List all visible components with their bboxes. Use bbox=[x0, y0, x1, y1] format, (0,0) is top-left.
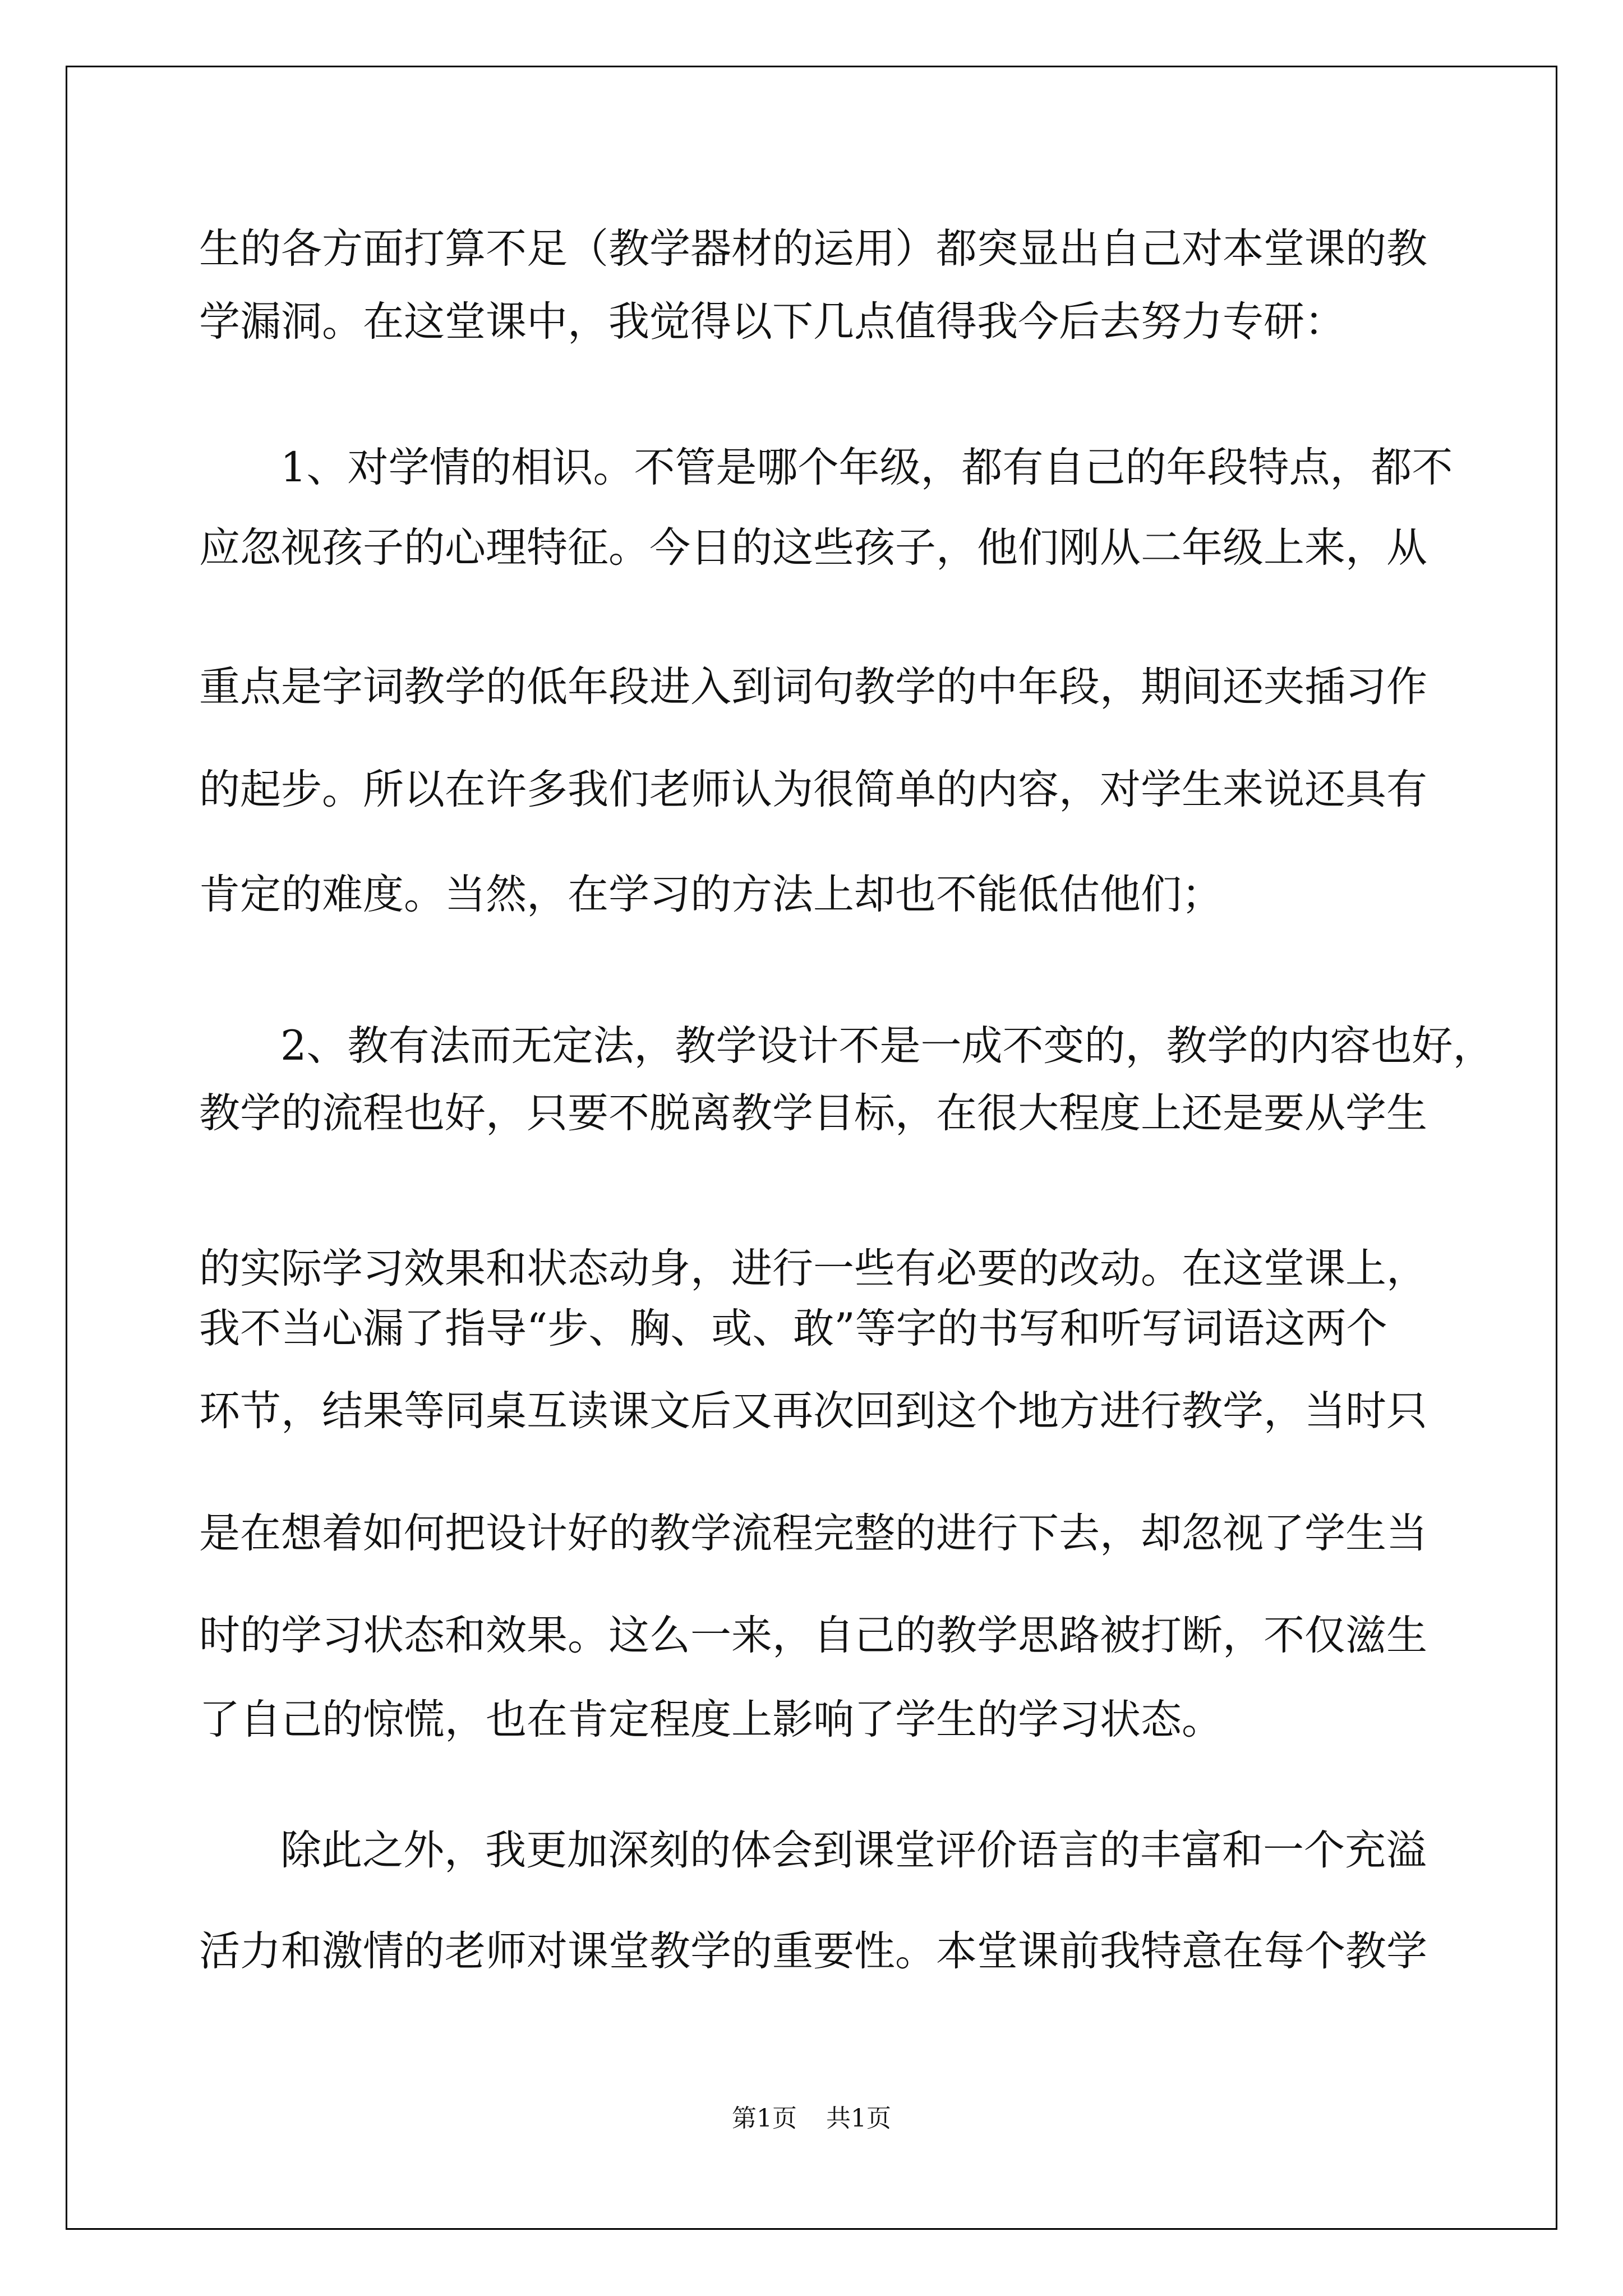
text-line: 时的学习状态和效果。这么一来，自己的教学思路被打断，不仅滋生 bbox=[199, 1612, 1427, 1659]
text-line: 1、对学情的相识。不管是哪个年级，都有自己的年段特点，都不 bbox=[280, 444, 1453, 491]
page-border bbox=[66, 66, 1557, 2230]
text-line: 重点是字词教学的低年段进入到词句教学的中年段，期间还夹插习作 bbox=[199, 663, 1427, 711]
text-line: 活力和激情的老师对课堂教学的重要性。本堂课前我特意在每个教学 bbox=[199, 1927, 1427, 1975]
page-footer bbox=[0, 2098, 1623, 2134]
text-line: 的实际学习效果和状态动身，进行一些有必要的改动。在这堂课上， bbox=[199, 1245, 1427, 1292]
text-line: 教学的流程也好，只要不脱离教学目标，在很大程度上还是要从学生 bbox=[199, 1089, 1427, 1137]
text-line: 是在想着如何把设计好的教学流程完整的进行下去，却忽视了学生当 bbox=[199, 1510, 1427, 1557]
page-number: 第1页 bbox=[732, 2104, 797, 2133]
text-line: 肯定的难度。当然，在学习的方法上却也不能低估他们； bbox=[199, 871, 1223, 918]
text-line: 生的各方面打算不足（教学器材的运用）都突显出自己对本堂课的教 bbox=[199, 225, 1427, 273]
text-line: 我不当心漏了指导“步、胸、或、敢”等字的书写和听写词语这两个 bbox=[199, 1305, 1387, 1352]
text-line: 除此之外，我更加深刻的体会到课堂评价语言的丰富和一个充溢 bbox=[280, 1826, 1427, 1874]
page-total: 共1页 bbox=[826, 2104, 891, 2133]
text-line: 的起步。所以在许多我们老师认为很简单的内容，对学生来说还具有 bbox=[199, 766, 1427, 813]
text-line: 环节，结果等同桌互读课文后又再次回到这个地方进行教学，当时只 bbox=[199, 1387, 1427, 1435]
text-line: 了自己的惊慌，也在肯定程度上影响了学生的学习状态。 bbox=[199, 1696, 1223, 1743]
text-line: 2、教有法而无定法，教学设计不是一成不变的，教学的内容也好， bbox=[280, 1022, 1494, 1070]
text-line: 学漏洞。在这堂课中，我觉得以下几点值得我今后去努力专研： bbox=[199, 298, 1345, 346]
text-line: 应忽视孩子的心理特征。今日的这些孩子，他们刚从二年级上来，从 bbox=[199, 524, 1427, 572]
